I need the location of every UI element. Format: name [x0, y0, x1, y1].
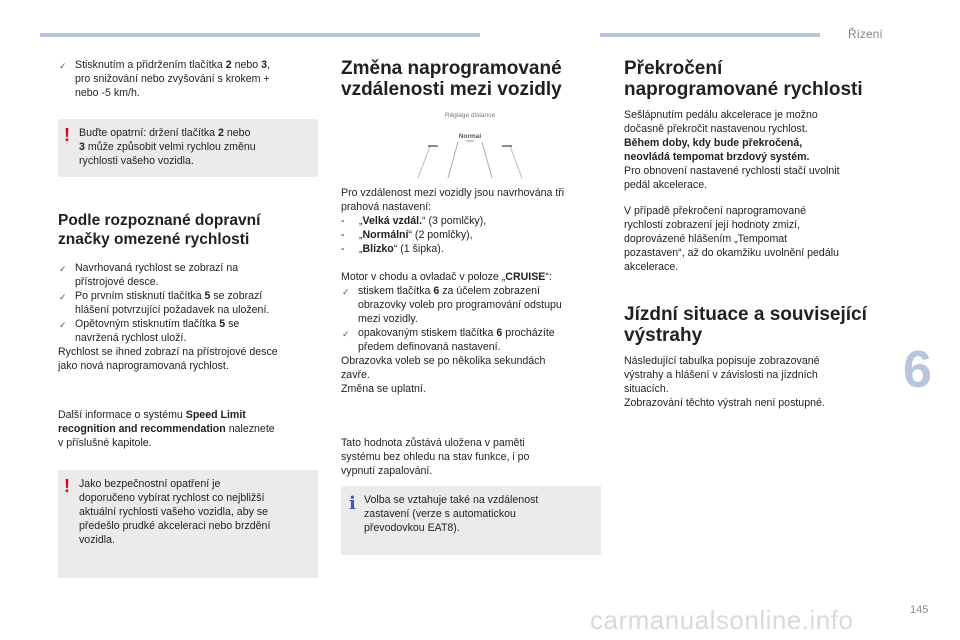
bullet-icon: ✓: [59, 61, 67, 71]
paragraph: Pro vzdálenost mezi vozidly jsou navrhována tři prahová nastavení:: [341, 187, 565, 213]
warning-icon: !: [64, 125, 70, 145]
road-icon: [400, 112, 540, 180]
diagram-mode: Normal: [458, 133, 482, 140]
bullet-list: stiskem tlačítka 6 za účelem zobrazení obrazovky voleb pro programování odstupu mezi vozidly. opakovaným stiskem tlačítka 6 procházíte předem definovaná nastavení.: [358, 285, 562, 353]
info-text: Volba se vztahuje také na vzdálenost zastavení (verze s automatickou převodovkou EAT8).: [364, 494, 539, 534]
bullet-icon: ✓: [342, 329, 350, 339]
page-number: 145: [910, 604, 929, 616]
bullet-list: Navrhovaná rychlost se zobrazí na přístrojové desce. Po prvním stisknutí tlačítka 5 se zobrazí hlášení potvrzující požadavek na uložení. Opětovným stisknutím tlačítka 5 se navržená rychlost uloží.: [75, 262, 270, 344]
diagram-title: Réglage distance: [444, 112, 496, 119]
chapter-number: 6: [903, 341, 932, 399]
bullet-icon: ✓: [59, 264, 67, 274]
watermark: carmanualsonline.info: [590, 605, 854, 635]
paragraph: Sešlápnutím pedálu akcelerace je možno dočasně překročit nastavenou rychlost. Během doby, kdy bude překročená, neovládá tempomat brzdový systém. Pro obnovení nastavené rychlosti stačí uvolnit pedál akcelerace.: [624, 109, 840, 191]
header-rule-right: [600, 33, 820, 37]
info-icon: i: [349, 493, 356, 514]
section-heading: Podle rozpoznané dopravní značky omezené rychlosti: [58, 212, 261, 248]
paragraph: Následující tabulka popisuje zobrazované výstrahy a hlášení v závislosti na jízdních situacích. Zobrazování těchto výstrah není postupné.: [624, 355, 825, 409]
paragraph: V případě překročení naprogramované rychlosti zobrazení její hodnoty zmizí, doprovázené hlášením „Tempomat pozastaven“, až do okamžiku uvolnění pedálu akcelerace.: [624, 205, 839, 273]
section-heading: Jízdní situace a související výstrahy: [624, 304, 867, 346]
section-heading: Překročení naprogramované rychlosti: [624, 58, 863, 100]
paragraph: Další informace o systému Speed Limit recognition and recommendation naleznete v příslušné kapitole.: [58, 409, 275, 449]
warning-text: Jako bezpečnostní opatření je doporučeno vybírat rychlost co nejbližší aktuální rychlosti vašeho vozidla, aby se předešlo prudké akceleraci nebo brzdění vozidla.: [79, 478, 271, 546]
distance-setting-illustration: [400, 112, 540, 180]
paragraph: Obrazovka voleb se po několika sekundách zavře. Změna se uplatní.: [341, 355, 546, 395]
warning-text: Buďte opatrní: držení tlačítka 2 nebo 3 může způsobit velmi rychlou změnu rychlosti vašeho vozidla.: [79, 127, 256, 167]
header-rule-left: [40, 33, 480, 37]
bullet-icon: ✓: [342, 287, 350, 297]
paragraph: Rychlost se ihned zobrazí na přístrojové desce jako nová naprogramovaná rychlost.: [58, 346, 278, 372]
option-list: - „Velká vzdál.“ (3 pomlčky), - „Normální“ (2 pomlčky), - „Blízko“ (1 šipka).: [341, 215, 487, 255]
section-heading: Změna naprogramované vzdálenosti mezi vozidly: [341, 58, 562, 100]
bullet-icon: ✓: [59, 292, 67, 302]
section-title: Řízení: [848, 27, 883, 41]
paragraph: Motor v chodu a ovladač v poloze „CRUISE“:: [341, 271, 552, 283]
paragraph: Stisknutím a přidržením tlačítka 2 nebo 3, pro snižování nebo zvyšování s krokem + nebo -5 km/h.: [75, 59, 270, 99]
paragraph: Tato hodnota zůstává uložena v paměti systému bez ohledu na stav funkce, i po vypnutí zapalování.: [341, 437, 530, 477]
warning-icon: !: [64, 476, 70, 496]
bullet-icon: ✓: [59, 320, 67, 330]
